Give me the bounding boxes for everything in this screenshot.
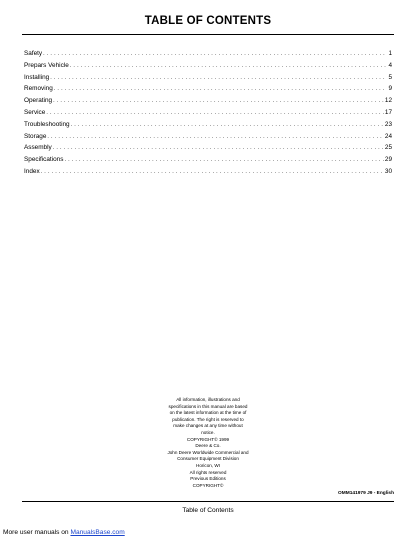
toc-entry-page: 23 bbox=[384, 120, 392, 128]
toc-entry-page: 9 bbox=[388, 85, 392, 93]
footer-rule bbox=[22, 501, 394, 502]
toc-entry-page: 29 bbox=[384, 156, 392, 164]
dot-leader bbox=[70, 61, 388, 73]
toc-entry-label: Operating bbox=[24, 97, 53, 105]
copyright-line: Consumer Equipment Division bbox=[177, 456, 239, 462]
toc-entry-page: 24 bbox=[384, 132, 392, 140]
toc-entry-label: Prepars Vehicle bbox=[24, 61, 69, 69]
dot-leader bbox=[53, 96, 384, 108]
dot-leader bbox=[46, 108, 384, 120]
toc-entry-troubleshooting[interactable] bbox=[24, 119, 392, 131]
toc-entry-page: 25 bbox=[384, 144, 392, 152]
toc-entry-index[interactable] bbox=[24, 166, 392, 178]
toc-entry-operating[interactable] bbox=[24, 95, 392, 107]
toc-entry-label: Removing bbox=[24, 85, 53, 93]
toc-entry-prepare-vehicle[interactable] bbox=[24, 60, 392, 72]
toc-entry-label: Index bbox=[24, 167, 40, 175]
toc-entry-installing[interactable] bbox=[24, 72, 392, 84]
toc-entry-label: Installing bbox=[24, 73, 50, 81]
more-manuals-text: More user manuals on bbox=[3, 529, 69, 536]
document-id: OMM141979 J9 - English bbox=[338, 491, 394, 496]
copyright-line: All rights reserved bbox=[189, 469, 227, 475]
toc-entry-label: Safety bbox=[24, 50, 43, 57]
toc-entry-safety[interactable] bbox=[24, 48, 392, 60]
dot-leader bbox=[71, 120, 384, 132]
toc-entry-page: 12 bbox=[384, 97, 392, 105]
dot-leader bbox=[47, 132, 384, 144]
more-manuals-banner bbox=[3, 529, 125, 536]
page-title: TABLE OF CONTENTS bbox=[144, 15, 272, 27]
toc-entry-removing[interactable] bbox=[24, 83, 392, 95]
toc-entry-page: 5 bbox=[388, 73, 392, 81]
copyright-line: Previous Editions bbox=[190, 476, 226, 482]
header-rule bbox=[22, 34, 394, 35]
toc-entry-assembly[interactable] bbox=[24, 142, 392, 154]
toc-entry-label: Storage bbox=[24, 132, 47, 140]
toc-entry-service[interactable] bbox=[24, 107, 392, 119]
dot-leader bbox=[41, 167, 384, 179]
toc-list bbox=[24, 48, 392, 178]
copyright-line: on the latest information at the time of bbox=[169, 410, 247, 416]
dot-leader bbox=[43, 49, 387, 61]
copyright-line: publication. The right is reserved to bbox=[172, 416, 244, 422]
toc-entry-page: 30 bbox=[384, 167, 392, 175]
manualsbase-link[interactable]: ManualsBase.com bbox=[70, 529, 125, 536]
copyright-line: specifications in this manual are based bbox=[168, 403, 248, 409]
copyright-notice bbox=[154, 397, 262, 489]
toc-entry-page: 4 bbox=[388, 61, 392, 69]
dot-leader bbox=[50, 73, 387, 85]
toc-entry-page: 1 bbox=[388, 50, 392, 57]
toc-entry-label: Troubleshooting bbox=[24, 120, 70, 128]
copyright-line: notice. bbox=[201, 429, 215, 435]
dot-leader bbox=[53, 143, 384, 155]
toc-entry-specifications[interactable] bbox=[24, 154, 392, 166]
copyright-line: Deere & Co. bbox=[195, 443, 221, 449]
copyright-line: COPYRIGHT© 1999 bbox=[186, 436, 230, 442]
copyright-line: Horicon, WI bbox=[196, 462, 220, 468]
toc-entry-storage[interactable] bbox=[24, 131, 392, 143]
dot-leader bbox=[64, 155, 383, 167]
footer-title: Table of Contents bbox=[182, 507, 234, 514]
dot-leader bbox=[54, 84, 388, 96]
copyright-line: COPYRIGHT© bbox=[192, 482, 224, 488]
toc-entry-label: Service bbox=[24, 108, 46, 116]
toc-entry-page: 17 bbox=[384, 108, 392, 116]
toc-entry-label: Specifications bbox=[24, 156, 64, 164]
copyright-line: All information, illustrations and bbox=[176, 397, 240, 402]
copyright-line: John Deere Worldwide Commercial and bbox=[167, 449, 249, 455]
copyright-line: make changes at any time without bbox=[173, 423, 243, 429]
toc-entry-label: Assembly bbox=[24, 144, 52, 152]
